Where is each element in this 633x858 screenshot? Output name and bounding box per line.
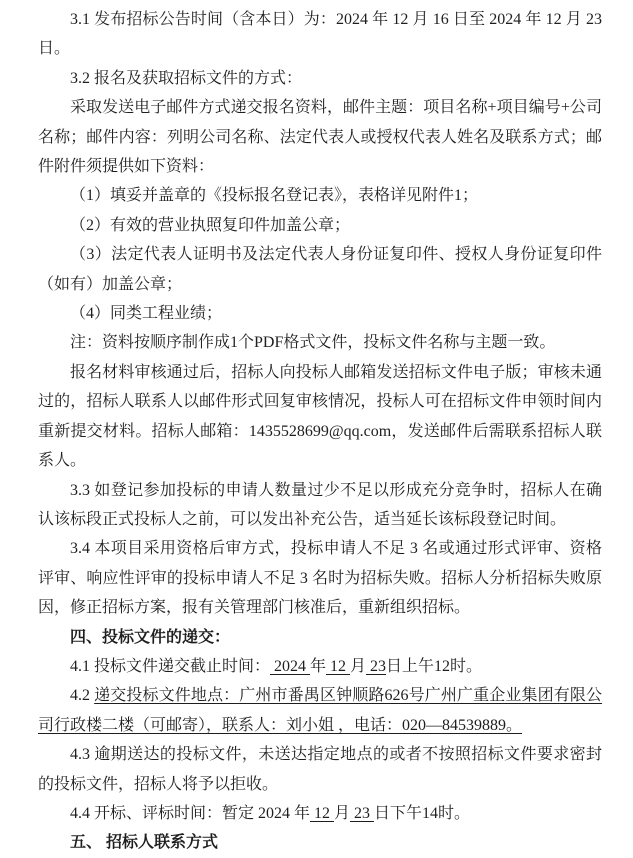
text-run: 4.4 开标、评标时间：暂定 2024 年 bbox=[70, 804, 311, 822]
text-run: （2）有效的营业执照复印件加盖公章； bbox=[70, 216, 351, 234]
note-pdf-format bbox=[38, 328, 602, 357]
para-3-3 bbox=[38, 476, 602, 535]
para-3-2 bbox=[38, 64, 602, 93]
list-item-3 bbox=[38, 240, 602, 299]
text-run: （4）同类工程业绩； bbox=[70, 305, 223, 323]
filled-blank-year: 2024 bbox=[270, 657, 311, 675]
text-run: 月 bbox=[350, 657, 367, 675]
para-4-1-deadline bbox=[38, 652, 602, 681]
para-email-method bbox=[38, 93, 602, 181]
filled-blank-day: 23 bbox=[350, 804, 375, 822]
text-run: （1）填妥并盖章的《投标报名登记表》，表格详见附件1； bbox=[70, 187, 479, 205]
text-run: 采取发送电子邮件方式递交报名资料，邮件主题：项目名称+项目编号+公司名称；邮件内容：列明公司名称、法定代表人或授权代表人姓名及联系方式；邮件附件须提供如下资料： bbox=[38, 99, 602, 176]
text-run: 五、 招标人联系方式 bbox=[70, 834, 219, 852]
text-run: 日下午14时。 bbox=[374, 804, 471, 822]
filled-blank-day: 23 bbox=[366, 657, 387, 675]
heading-section-4 bbox=[38, 623, 602, 652]
text-run: 3.3 如登记参加投标的申请人数量过少不足以形成充分竞争时，招标人在确认该标段正式投标人之前，可以发出补充公告，适当延长该标段登记时间。 bbox=[38, 481, 602, 528]
para-4-2-address bbox=[38, 681, 602, 740]
text-run: 四、投标文件的递交： bbox=[70, 628, 231, 646]
para-4-4-opening-time bbox=[38, 799, 602, 828]
para-review-process bbox=[38, 358, 602, 476]
text-run: 3.2 报名及获取招标文件的方式： bbox=[70, 69, 303, 87]
text-run: 日上午12时。 bbox=[386, 657, 483, 675]
text-run: 3.1 发布招标公告时间（含本日）为：2024 年 12 月 16 日至 2024 年 12 月 23 日。 bbox=[38, 11, 602, 58]
heading-section-5 bbox=[38, 828, 602, 857]
underlined-address: 递交投标文件地点：广州市番禺区钟顺路626号广州广重企业集团有限公司行政楼二楼（可邮寄），联系人：刘小姐 ，电话：020—84539889。 bbox=[38, 687, 602, 734]
list-item-1 bbox=[38, 181, 602, 210]
text-run: 注：资料按顺序制作成1个PDF格式文件，投标文件名称与主题一致。 bbox=[70, 334, 556, 352]
text-run: 4.3 逾期送达的投标文件，未送达指定地点的或者不按照招标文件要求密封的投标文件，招标人将予以拒收。 bbox=[38, 746, 602, 793]
list-item-4 bbox=[38, 299, 602, 328]
filled-blank-month: 12 bbox=[310, 804, 335, 822]
para-3-4 bbox=[38, 534, 602, 622]
para-3-1 bbox=[38, 5, 602, 64]
para-4-3-rejection bbox=[38, 740, 602, 799]
text-run: 4.2 bbox=[70, 687, 95, 705]
text-run: 4.1 投标文件递交截止时间： bbox=[70, 657, 271, 675]
text-run: 年 bbox=[310, 657, 327, 675]
text-run: （3）法定代表人证明书及法定代表人身份证复印件、授权人身份证复印件（如有）加盖公章； bbox=[38, 246, 602, 293]
list-item-2 bbox=[38, 211, 602, 240]
text-run: 3.4 本项目采用资格后审方式，投标申请人不足 3 名或通过形式评审、资格评审、响应性评审的投标申请人不足 3 名时为招标失败。招标人分析招标失败原因，修正招标方案，报有关管理部门核准后，重新组织招标。 bbox=[38, 540, 602, 617]
text-run: 报名材料审核通过后，招标人向投标人邮箱发送招标文件电子版；审核未通过的，招标人联系人以邮件形式回复审核情况，投标人可在招标文件申领时间内重新提交材料。招标人邮箱：1435528699@qq.com，发送邮件后需联系招标人联系人。 bbox=[38, 363, 602, 470]
filled-blank-month: 12 bbox=[326, 657, 351, 675]
text-run: 月 bbox=[334, 804, 351, 822]
